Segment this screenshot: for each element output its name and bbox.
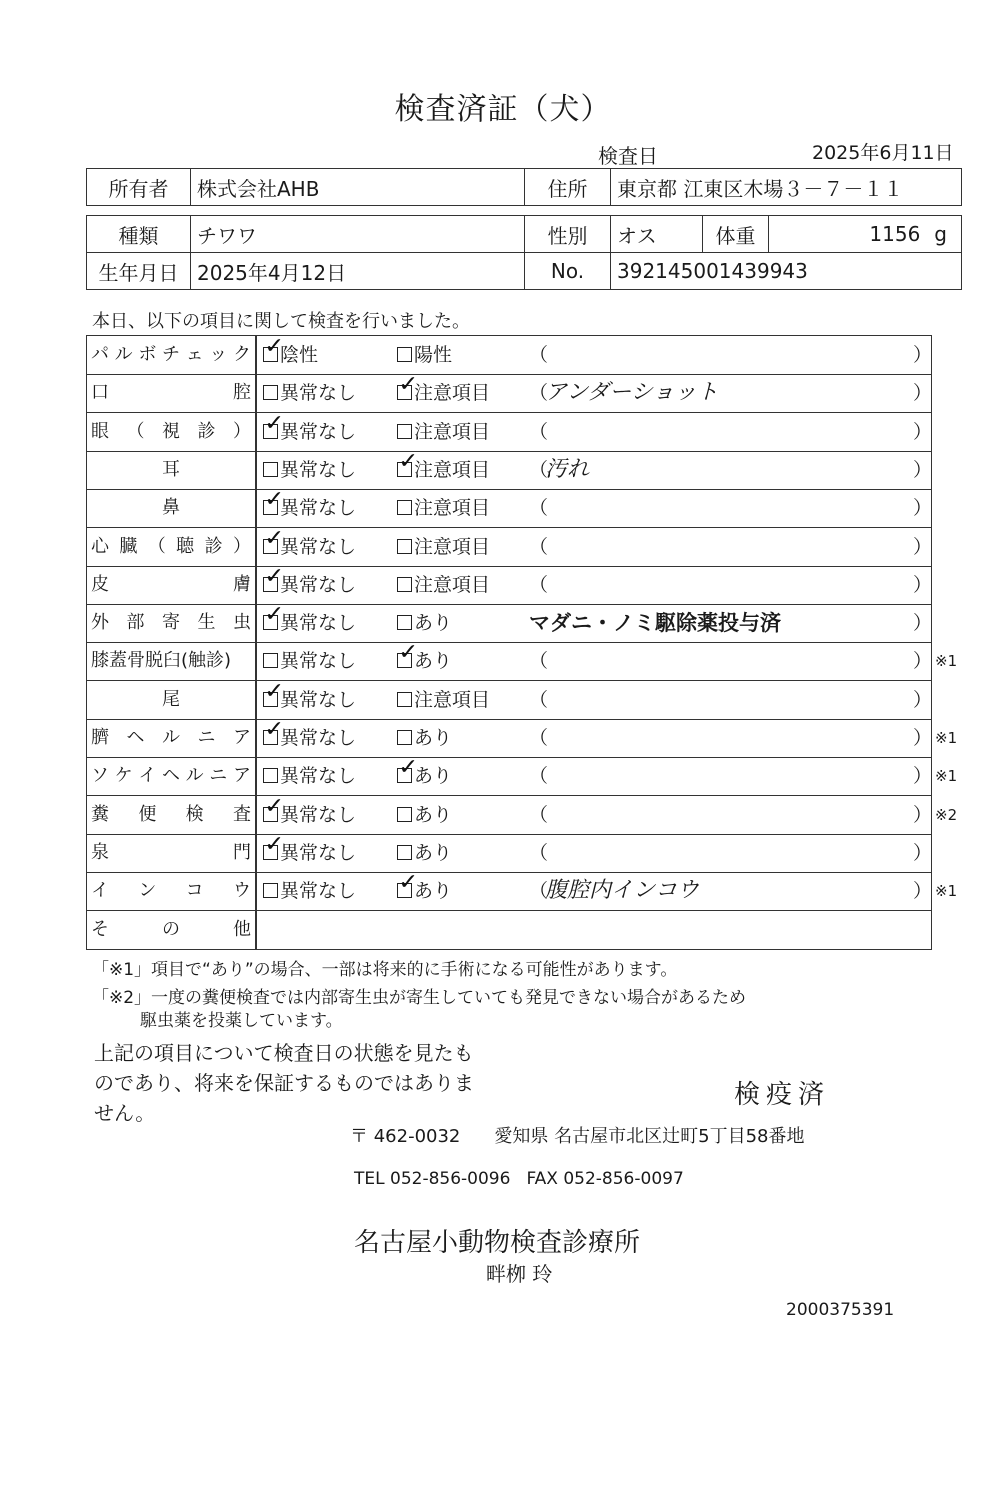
check-row <box>87 640 958 681</box>
item-name-char: ル <box>114 344 133 365</box>
item-name-char: ウ <box>232 880 251 902</box>
check-option-1[interactable] <box>263 489 356 527</box>
check-mark-icon: ✓ <box>264 602 285 628</box>
check-item-name: 膝蓋骨脱臼(触診) <box>91 650 232 672</box>
check-option-1[interactable] <box>263 374 356 412</box>
kind-value: チワワ <box>191 216 525 253</box>
check-option-2[interactable] <box>397 719 452 757</box>
inspection-date-label: 検査日 <box>598 144 658 168</box>
item-name-char: 泉 <box>91 841 109 863</box>
paren-close: ） <box>913 841 933 864</box>
check-option-2[interactable] <box>397 528 490 566</box>
check-mark-icon: ✓ <box>398 640 419 666</box>
paren-close: ） <box>913 727 933 749</box>
intro-text: 本日、以下の項目に関して検査を行いました。 <box>92 311 470 332</box>
checkbox[interactable] <box>397 845 412 860</box>
checkbox[interactable] <box>397 500 412 515</box>
option-label: 異常なし <box>280 382 357 405</box>
check-row <box>87 410 933 452</box>
paren-close: ） <box>913 344 933 366</box>
paren-close: ） <box>913 573 933 596</box>
item-name-char: パ <box>91 344 109 365</box>
check-row <box>87 911 931 949</box>
check-row <box>87 336 931 375</box>
option-label: あり <box>414 727 453 749</box>
check-option-1[interactable] <box>263 678 357 719</box>
item-name-char: イ <box>138 765 157 787</box>
item-name-char: ア <box>233 727 251 748</box>
item-name-char: ヘ <box>126 727 145 748</box>
clinic-address <box>350 1122 804 1148</box>
paren-open: （ <box>529 803 549 826</box>
footnote-mark: ※1 <box>935 882 958 901</box>
option-label: あり <box>414 765 453 788</box>
paren-open: （ <box>529 535 549 558</box>
paren-open: （ <box>529 344 549 366</box>
quarantine-stamp: 検疫済 <box>734 1080 831 1110</box>
option-label: 陽性 <box>414 344 453 366</box>
option-label: 注意項目 <box>414 535 491 558</box>
item-name-char: 診 <box>204 535 223 557</box>
paren-open: （ <box>529 573 549 596</box>
item-name-char: 部 <box>126 612 145 634</box>
item-name-char: コ <box>185 880 204 902</box>
check-item-name: 鼻 <box>162 497 180 519</box>
check-option-2[interactable] <box>397 489 490 527</box>
option-label: 異常なし <box>280 727 357 749</box>
check-option-2[interactable] <box>397 604 452 642</box>
footnote-mark: ※1 <box>935 652 958 671</box>
option-label: 異常なし <box>280 650 357 673</box>
check-row <box>87 717 958 758</box>
zip-code: 〒 462-0032 <box>350 1126 461 1147</box>
checkbox[interactable] <box>397 577 412 592</box>
item-name-char: 虫 <box>233 612 251 634</box>
paren-open: （ <box>529 841 549 864</box>
check-option-2[interactable] <box>397 872 452 910</box>
check-option-1[interactable] <box>263 410 357 451</box>
check-note: アンダーショット <box>545 380 719 406</box>
checkbox[interactable] <box>397 372 419 400</box>
paren-open: （ <box>529 458 549 481</box>
option-label: 異常なし <box>280 535 357 558</box>
fax: FAX 052-856-0097 <box>526 1169 684 1189</box>
check-item-name: 耳 <box>162 458 180 480</box>
check-item-name <box>91 796 251 834</box>
check-note: 汚れ <box>545 456 590 482</box>
option-label: あり <box>414 612 453 635</box>
check-option-1[interactable] <box>263 563 357 604</box>
option-label: 異常なし <box>280 573 357 596</box>
check-row <box>87 870 958 911</box>
checkbox[interactable] <box>263 653 278 668</box>
option-label: 注意項目 <box>414 688 491 711</box>
checkbox[interactable] <box>397 347 412 362</box>
paren-open: （ <box>529 420 549 443</box>
item-name-char: 他 <box>233 918 251 940</box>
item-name-char: ヘ <box>161 765 180 787</box>
check-option-1[interactable] <box>263 831 357 872</box>
item-name-char: の <box>162 918 180 940</box>
item-name-char: 外 <box>91 612 109 634</box>
option-label: 異常なし <box>280 880 357 903</box>
kind-label: 種類 <box>87 216 191 253</box>
check-item-name <box>91 566 251 604</box>
option-label: 異常なし <box>280 841 357 864</box>
check-mark-icon: ✓ <box>264 525 285 551</box>
check-option-1[interactable] <box>263 336 318 374</box>
paren-close: ） <box>913 803 933 826</box>
check-note: マダニ・ノミ駆除薬投与済 <box>529 611 781 636</box>
footnote-2: 「※2」一度の糞便検査では内部寄生虫が寄生していても発見できない場合があるため <box>92 988 747 1008</box>
paren-open: （ <box>529 727 549 749</box>
paren-close: ） <box>913 688 933 711</box>
check-mark-icon: ✓ <box>264 487 285 513</box>
paren-open: （ <box>529 382 549 405</box>
item-name-char: （ <box>147 535 166 557</box>
checkbox[interactable] <box>263 883 278 898</box>
pet-table <box>86 215 962 290</box>
check-option-2[interactable] <box>397 834 452 872</box>
item-name-char: ニ <box>209 765 228 787</box>
option-label: 注意項目 <box>414 458 491 481</box>
check-option-2[interactable] <box>397 566 490 604</box>
weight-value: 1156 <box>869 222 921 246</box>
item-name-char: 心 <box>91 535 109 557</box>
check-item-name <box>91 834 251 872</box>
sex-value: オス <box>611 216 703 253</box>
checkbox[interactable] <box>263 831 285 860</box>
checkbox[interactable] <box>397 615 412 630</box>
checkbox[interactable] <box>263 678 285 707</box>
footnote-2-cont: 駆虫薬を投薬しています。 <box>140 1011 343 1031</box>
paren-close: ） <box>913 497 933 520</box>
check-option-2[interactable] <box>397 448 491 489</box>
checkbox[interactable] <box>397 539 412 554</box>
check-row <box>87 374 931 413</box>
check-mark-icon: ✓ <box>398 755 419 781</box>
item-name-char: ル <box>162 727 180 748</box>
inspection-date-value: 2025年6月11日 <box>812 142 954 164</box>
paren-close: ） <box>913 382 933 405</box>
item-name-char: 聴 <box>176 535 195 557</box>
item-name-char: チ <box>161 344 180 365</box>
paren-open: （ <box>529 880 549 903</box>
weight-unit: g <box>934 222 947 246</box>
check-item-name <box>91 911 251 949</box>
paren-close: ） <box>913 535 933 558</box>
item-name-char: 臍 <box>91 727 109 748</box>
check-option-2[interactable] <box>397 796 452 834</box>
item-name-char: ケ <box>114 765 133 787</box>
check-item-name <box>91 374 251 412</box>
checkbox[interactable] <box>263 410 285 439</box>
check-option-2[interactable] <box>397 757 452 795</box>
item-name-char: 門 <box>233 841 251 863</box>
check-option-1[interactable] <box>263 757 356 795</box>
check-item-name <box>91 528 251 566</box>
paren-open: （ <box>529 497 549 520</box>
checkbox[interactable] <box>263 563 285 592</box>
item-name-char: （ <box>126 420 145 442</box>
option-label: 異常なし <box>280 765 357 788</box>
weight-cell <box>769 216 962 253</box>
check-row <box>87 678 933 720</box>
option-label: 陰性 <box>280 344 319 366</box>
document-title: 検査済証（犬） <box>394 92 612 127</box>
checkbox[interactable] <box>263 487 285 515</box>
check-mark-icon: ✓ <box>264 334 285 359</box>
option-label: あり <box>414 650 453 673</box>
check-option-2[interactable] <box>397 413 490 451</box>
item-name-char: 糞 <box>91 803 109 825</box>
item-name-char: 眼 <box>91 420 109 442</box>
weight-label: 体重 <box>703 216 769 253</box>
no-value: 392145001439943 <box>611 253 962 290</box>
check-item-name <box>91 719 251 757</box>
item-name-char: 臓 <box>119 535 138 557</box>
check-option-1[interactable] <box>263 872 356 910</box>
footnote-mark: ※1 <box>935 767 958 786</box>
check-option-1[interactable] <box>263 525 357 566</box>
check-item-name <box>91 604 251 642</box>
option-label: あり <box>414 841 453 864</box>
checkbox[interactable] <box>263 768 278 783</box>
checkbox[interactable] <box>397 870 419 898</box>
item-name-char: ボ <box>138 344 157 365</box>
check-item-name <box>91 872 251 910</box>
address-value: 東京都 江東区木場３－７－１１ <box>611 169 962 206</box>
check-row <box>87 563 933 605</box>
check-option-1[interactable] <box>263 719 356 757</box>
paren-open: （ <box>529 688 549 711</box>
option-label: 注意項目 <box>414 497 491 520</box>
clinic-name: 名古屋小動物検査診療所 <box>354 1228 641 1258</box>
address-line: 愛知県 名古屋市北区辻町5丁目58番地 <box>494 1126 805 1147</box>
item-name-char: そ <box>91 918 109 940</box>
check-option-1[interactable] <box>263 642 356 680</box>
option-label: 異常なし <box>280 420 357 443</box>
check-row <box>87 831 933 873</box>
check-item-name <box>91 757 251 795</box>
check-mark-icon: ✓ <box>264 717 285 742</box>
check-mark-icon: ✓ <box>264 678 285 704</box>
item-name-char: ル <box>185 765 204 787</box>
check-mark-icon: ✓ <box>264 410 285 436</box>
check-option-1[interactable] <box>263 451 356 489</box>
sex-label: 性別 <box>525 216 611 253</box>
item-name-char: 口 <box>91 382 109 404</box>
checkbox[interactable] <box>263 793 285 822</box>
item-name-char: ア <box>232 765 251 787</box>
item-name-char: ク <box>232 344 251 365</box>
option-label: 異常なし <box>280 458 357 481</box>
inspector-name: 畔栁 玲 <box>486 1262 553 1286</box>
footnote-1: 「※1」項目で“あり”の場合、一部は将来的に手術になる可能性があります。 <box>92 960 678 980</box>
checkbox[interactable] <box>263 717 285 745</box>
option-label: 異常なし <box>280 612 357 635</box>
checkbox[interactable] <box>397 424 412 439</box>
check-item-name <box>91 336 251 374</box>
check-row <box>87 755 958 796</box>
check-row <box>87 448 933 490</box>
item-name-char: 便 <box>138 803 157 825</box>
item-name-char: 診 <box>197 420 216 442</box>
footnote-mark: ※2 <box>935 805 958 824</box>
checkbox[interactable] <box>397 448 419 477</box>
check-option-2[interactable] <box>397 642 452 680</box>
option-label: 異常なし <box>280 803 357 826</box>
check-mark-icon: ✓ <box>264 831 285 857</box>
check-row <box>87 525 933 567</box>
owner-table <box>86 168 962 206</box>
checkbox[interactable] <box>263 462 278 477</box>
item-name-char: ） <box>232 535 251 557</box>
option-label: 注意項目 <box>414 420 491 443</box>
paren-open: （ <box>529 650 549 673</box>
item-name-char: ） <box>233 420 251 442</box>
paren-close: ） <box>913 765 933 788</box>
footnote-mark: ※1 <box>935 729 958 747</box>
birth-label: 生年月日 <box>87 253 191 290</box>
option-label: 注意項目 <box>414 573 491 596</box>
checkbox[interactable] <box>397 807 412 822</box>
check-mark-icon: ✓ <box>398 870 419 896</box>
birth-value: 2025年4月12日 <box>191 253 525 290</box>
checkbox[interactable] <box>263 602 285 630</box>
checkbox[interactable] <box>397 640 419 668</box>
checkbox[interactable] <box>397 755 419 783</box>
paren-close: ） <box>913 880 933 903</box>
item-name-char: 皮 <box>91 573 109 595</box>
item-name-char: ニ <box>197 727 216 748</box>
check-option-2[interactable] <box>397 374 490 412</box>
option-label: あり <box>414 880 453 903</box>
check-mark-icon: ✓ <box>264 793 285 819</box>
paren-open: （ <box>529 765 549 788</box>
checkbox[interactable] <box>263 525 285 554</box>
item-name-char: 生 <box>197 612 216 634</box>
check-mark-icon: ✓ <box>398 448 419 474</box>
check-option-2[interactable] <box>397 336 452 374</box>
paren-close: ） <box>913 420 933 443</box>
no-label: No. <box>525 253 611 290</box>
item-name-char: 寄 <box>162 612 180 634</box>
item-name-char: ン <box>138 880 157 902</box>
check-item-name <box>91 413 251 451</box>
item-name-char: イ <box>91 880 109 902</box>
option-label: あり <box>414 803 453 826</box>
check-mark-icon: ✓ <box>398 372 419 398</box>
checkbox[interactable] <box>263 385 278 400</box>
document-code: 2000375391 <box>786 1300 895 1320</box>
checkbox[interactable] <box>397 692 412 707</box>
checks-table <box>86 334 958 950</box>
option-label: 異常なし <box>280 688 357 711</box>
check-item-name: 尾 <box>162 688 180 710</box>
option-label: 異常なし <box>280 497 357 520</box>
tel: TEL 052-856-0096 <box>354 1169 511 1189</box>
paren-close: ） <box>913 650 933 673</box>
owner-value: 株式会社AHB <box>191 169 525 206</box>
item-name-char: 腔 <box>233 382 251 404</box>
check-option-1[interactable] <box>263 793 357 834</box>
owner-label: 所有者 <box>87 169 191 206</box>
item-name-char: 査 <box>232 803 251 825</box>
check-option-1[interactable] <box>263 604 356 642</box>
item-name-char: 膚 <box>233 573 251 595</box>
paren-close: ） <box>913 612 933 635</box>
check-row <box>87 604 931 643</box>
item-name-char: 検 <box>185 803 204 825</box>
checkbox[interactable] <box>263 334 285 362</box>
item-name-char: ッ <box>209 344 228 365</box>
disclaimer: 上記の項目について検査日の状態を見たものであり、将来を保証するものではありません。 <box>94 1041 474 1125</box>
checkbox[interactable] <box>397 730 412 745</box>
paren-close: ） <box>913 458 933 481</box>
check-row <box>87 489 931 528</box>
check-note: 腹腔内インコウ <box>545 878 700 904</box>
item-name-char: ェ <box>185 344 204 365</box>
option-label: 注意項目 <box>414 382 491 405</box>
check-option-2[interactable] <box>397 681 490 719</box>
item-name-char: 視 <box>162 420 180 442</box>
check-row <box>87 793 958 835</box>
clinic-contact <box>354 1169 684 1189</box>
check-mark-icon: ✓ <box>264 563 285 589</box>
address-label: 住所 <box>525 169 611 206</box>
item-name-char: ソ <box>91 765 109 787</box>
